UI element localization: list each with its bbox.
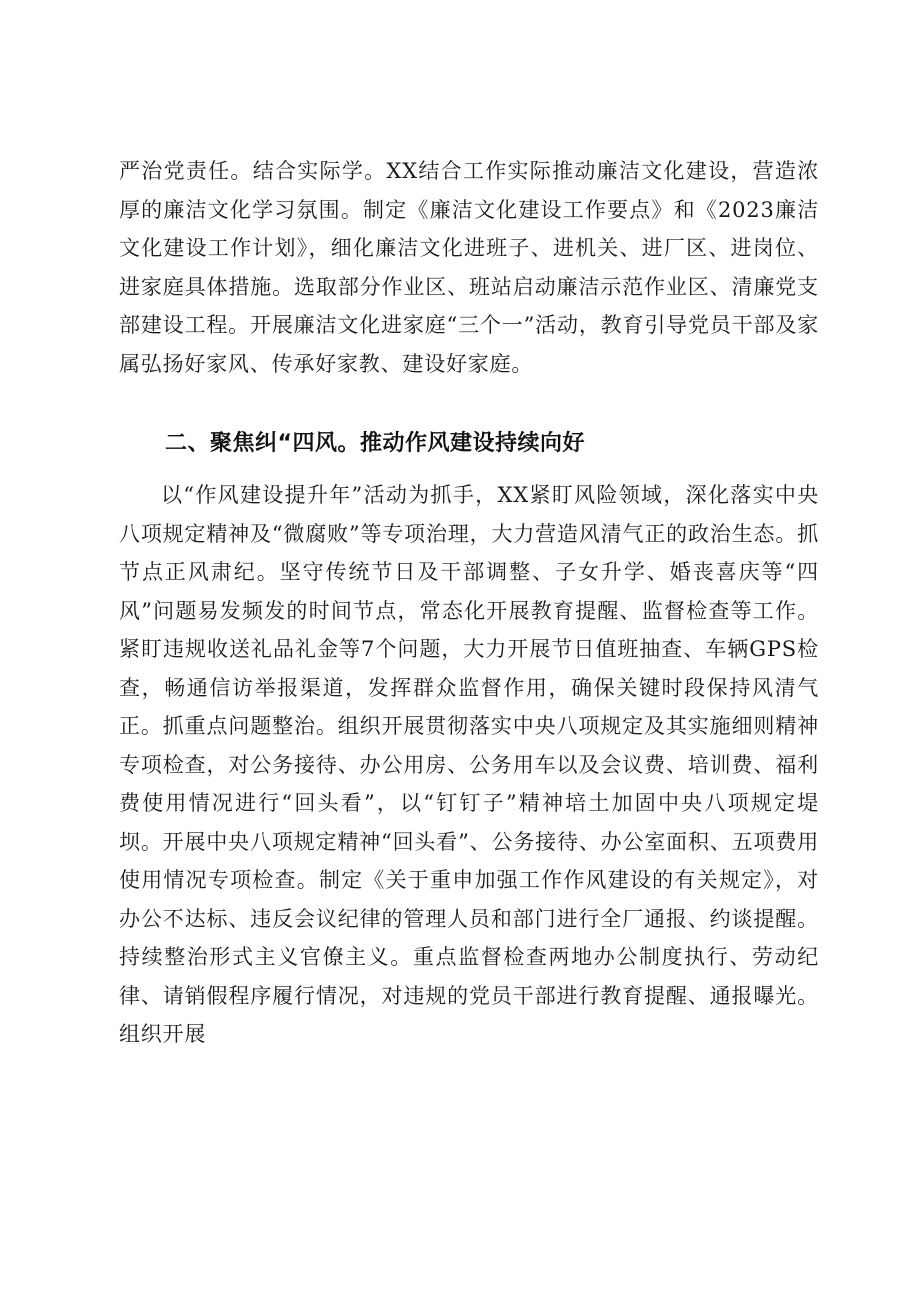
paragraph-continued: 严治党责任。结合实际学。XX结合工作实际推动廉洁文化建设，营造浓厚的廉洁文化学习氛围。制定《廉洁文化建设工作要点》和《2023廉洁文化建设工作计划》，细化廉洁文化进班子、进机关、进厂区、进岗位、进家庭具体措施。选取部分作业区、班站启动廉洁示范作业区、清廉党支部建设工程。开展廉洁文化进家庭“三个一”活动，教育引导党员干部及家属弘扬好家风、传承好家教、建设好家庭。 — [119, 159, 819, 376]
paragraph-body: 以“作风建设提升年”活动为抓手，XX紧盯风险领域，深化落实中央八项规定精神及“微腐败”等专项治理，大力营造风清气正的政治生态。抓节点正风肃纪。坚守传统节日及干部调整、子女升学、婚丧喜庆等“四风”问题易发频发的时间节点，常态化开展教育提醒、监督检查等工作。紧盯违规收送礼品礼金等7个问题，大力开展节日值班抽查、车辆GPS检查，畅通信访举报渠道，发挥群众监督作用，确保关键时段保持风清气正。抓重点问题整治。组织开展贯彻落实中央八项规定及其实施细则精神专项检查，对公务接待、办公用房、公务用车以及会议费、培训费、福利费使用情况进行“回头看”，以“钉钉子”精神培土加固中央八项规定堤坝。开展中央八项规定精神“回头看”、公务接待、办公室面积、五项费用使用情况专项检查。制定《关于重申加强工作作风建设的有关规定》，对办公不达标、违反会议纪律的管理人员和部门进行全厂通报、约谈提醒。持续整治形式主义官僚主义。重点监督检查两地办公制度执行、劳动纪律、请销假程序履行情况，对违规的党员干部进行教育提醒、通报曝光。组织开展 — [119, 483, 819, 1046]
section-heading: 二、聚焦纠“四风。推动作风建设持续向好 — [165, 431, 585, 456]
